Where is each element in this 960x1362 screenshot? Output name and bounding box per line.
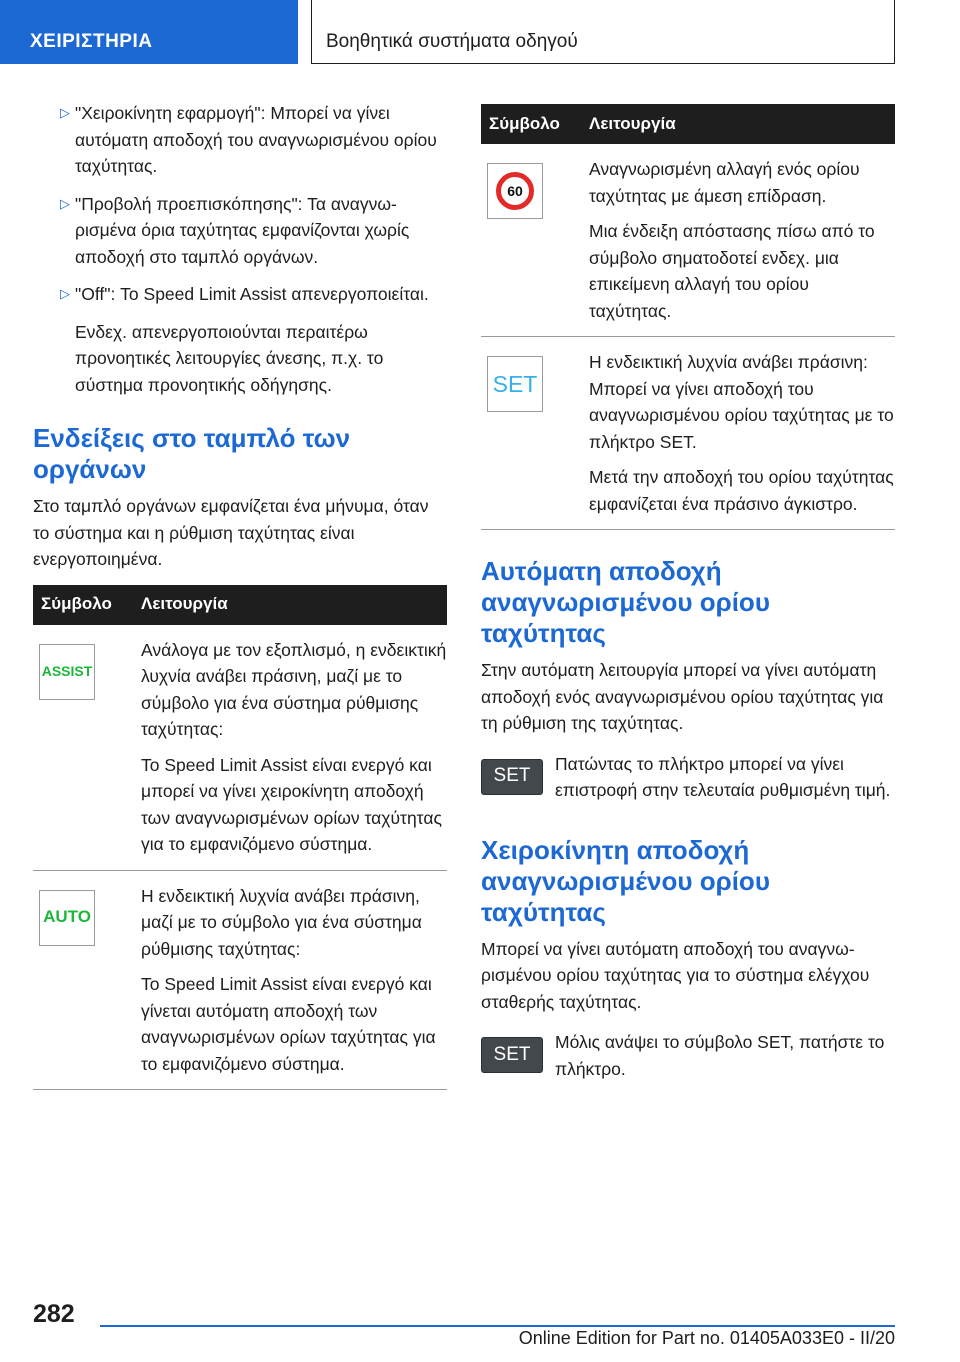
table-header [33,585,447,625]
assist-indicator-icon: ASSIST [39,644,95,700]
page-header [0,0,960,66]
symbol-table [33,585,447,1091]
table-row [33,871,447,1091]
row-text: Αναγνωρισμένη αλλαγή ενός ορίου ταχύτητας με άμεση επίδραση. [589,159,860,206]
bullet-text: "Χειροκίνητη εφαρμογή": Μπορεί να γίνει αυτόματη αποδοχή του αναγνωρισμένου ορίου ταχύτητας. [75,103,437,176]
section-text: Μπορεί να γίνει αυτόματη αποδοχή του αναγνωρισμένου ορίου ταχύτητας για το σύστημα ελέγχου σταθερής ταχύτητας. [481,938,870,1012]
section-heading: Χειροκίνητη αποδοχή αναγνωρισμένου ορίου ταχύτητας [481,834,770,927]
section-intro: Στο ταμπλό οργάνων εμφανίζεται ένα μήνυμα, όταν το σύστημα και η ρύθμιση ταχύτητας είναι ενεργοποιημένα. [33,496,429,569]
triangle-bullet-icon: ▷ [60,105,70,120]
table-header [481,104,895,144]
chapter-title: Βοηθητικά συστήματα οδηγού [311,0,895,64]
table-row [481,144,895,337]
column-header-function: Λειτουργία [589,113,676,133]
row-text: Το Speed Limit Assist είναι ενεργό και γίνεται αυτόματη αποδοχή των αναγνωρισμένων ορίων ταχύτητας για το εμφανιζόμενο σύστημα. [141,974,436,1074]
row-text: Ανάλογα με τον εξοπλισμό, η ενδεικτική λυχνία ανάβει πράσινη, μαζί με το σύμβολο για ένα σύστημα ρύθμισης ταχύτητας: [141,639,447,739]
right-column [481,104,895,1083]
button-instruction-text: Πατώντας το πλήκτρο μπορεί να γίνει επιστροφή στην τελευταία ρυθμισμένη τιμή. [555,753,891,800]
column-header-function: Λειτουργία [141,594,228,614]
bullet-text: "Off": Το Speed Limit Assist απενεργοποιείται. [75,284,429,304]
left-column [33,100,447,1090]
list-item [33,100,447,180]
set-indicator-icon: SET [487,356,543,412]
section-heading: Ενδείξεις στο ταμπλό των οργάνων [33,423,351,484]
list-item [33,191,447,271]
list-item [33,281,447,398]
row-text: Μετά την αποδοχή του ορίου ταχύτητας εμφανίζεται ένα πράσινο άγκιστρο. [589,467,894,514]
auto-indicator-icon: AUTO [39,890,95,946]
set-button-icon: SET [481,1037,543,1073]
symbol-table [481,104,895,530]
column-header-symbol: Σύμβολο [489,113,560,133]
button-instruction [481,1029,895,1083]
speed-limit-sign-icon: 60 [487,163,543,219]
button-instruction [481,751,895,805]
triangle-bullet-icon: ▷ [60,195,70,211]
bullet-note: Ενδεχ. απενεργοποιούνται περαιτέρω προνοητικές λειτουργίες άνεσης, π.χ. το σύστημα προνοητικής οδήγησης. [75,321,384,395]
row-text: Το Speed Limit Assist είναι ενεργό και μπορεί να γίνει χειροκίνητη αποδοχή των αναγνωρισμένων ορίων ταχύτητας για το εμφανιζόμενο σύστημα. [141,754,442,854]
footer-divider [100,1325,895,1327]
row-text: Η ενδεικτική λυχνία ανάβει πράσινη, μαζί με το σύμβολο για ένα σύστημα ρύθμισης ταχύτητας: [141,885,422,959]
table-row [33,625,447,871]
table-row [481,337,895,530]
row-text: Η ενδεικτική λυχνία ανάβει πράσινη: Μπορεί να γίνει αποδοχή του αναγνωρισμένου ορίου ταχύτητας με το πλήκτρο SET. [589,352,894,452]
button-instruction-text: Μόλις ανάψει το σύμβολο SET, πατήστε το πλήκτρο. [555,1032,885,1079]
section-tab: ΧΕΙΡΙΣΤΗΡΙΑ [0,0,298,64]
footer-edition: Online Edition for Part no. 01405A033E0 - II/20 [518,1328,895,1348]
section-text: Στην αυτόματη λειτουργία μπορεί να γίνει αυτόματη αποδοχή ενός αναγνωρισμένου ορίου ταχύτητας για τη ρύθμιση της ταχύτητας. [481,660,884,733]
row-text: Μια ένδειξη απόστασης πίσω από το σύμβολο σηματοδοτεί ενδεχ. μια επικείμενη αλλαγή του ορίου ταχύτητας. [589,221,875,321]
bullet-text: "Προβολή προεπισκόπησης": Τα αναγνωρισμένα όρια ταχύτητας εμφανίζονται χωρίς αποδοχή στο ταμπλό οργάνων. [75,193,410,267]
page-number: 282 [33,1300,75,1328]
triangle-bullet-icon: ▷ [60,286,70,301]
section-heading: Αυτόματη αποδοχή αναγνωρισμένου ορίου ταχύτητας [481,556,770,648]
column-header-symbol: Σύμβολο [41,594,112,614]
set-button-icon: SET [481,759,543,795]
